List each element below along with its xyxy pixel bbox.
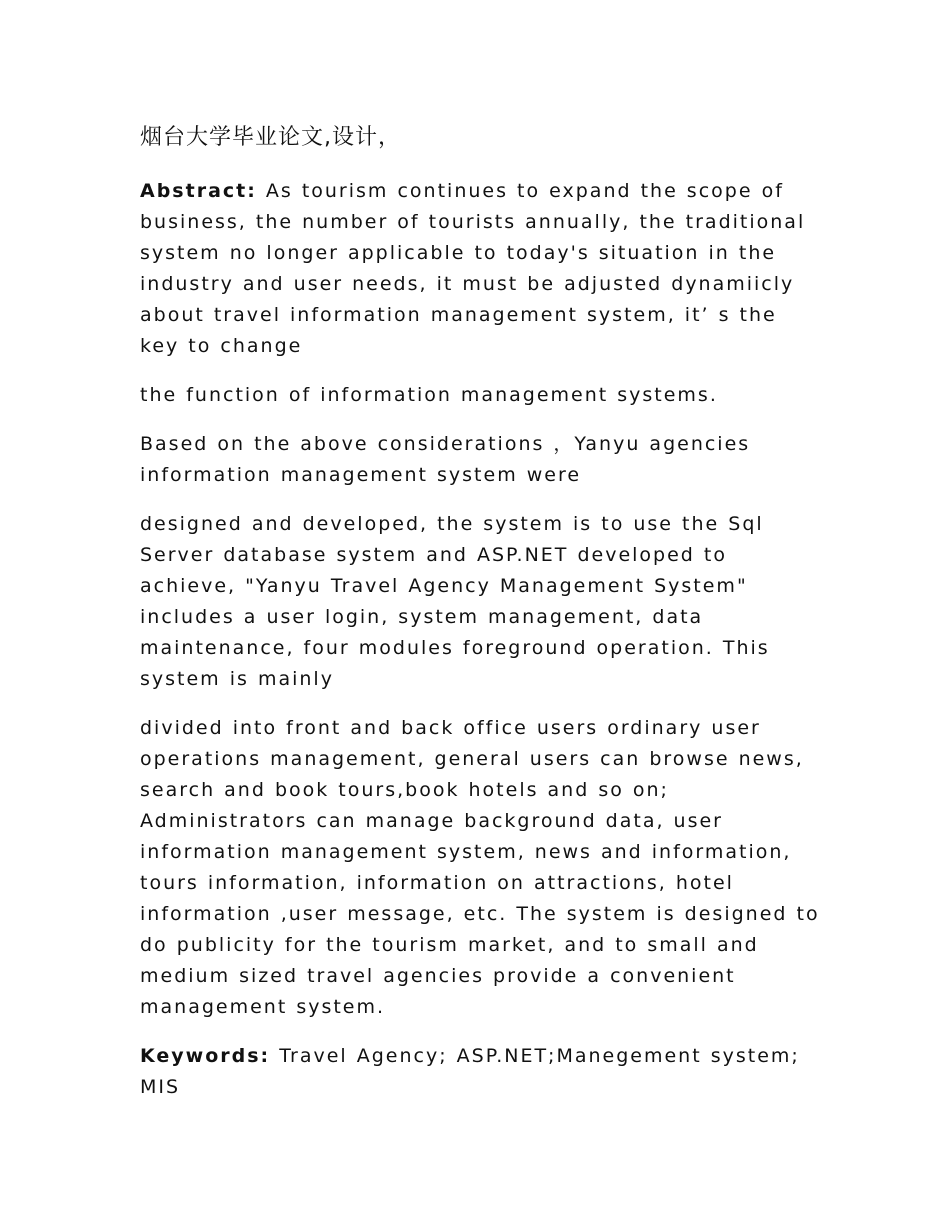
abstract-paragraph-2: the function of information management systems. xyxy=(140,384,718,406)
document-page xyxy=(140,118,820,1121)
abstract-text: As tourism continues to expand the scope of business, the number of tourists annually, the traditional system no longer applicable to today's situation in the industry and user needs, it must be adjusted dynamiicly about travel information management system, it’ s the key to change xyxy=(140,180,806,357)
abstract-paragraph-3: Based on the above considerations ，Yanyu agencies information management system were xyxy=(140,433,751,486)
keywords-text: Travel Agency; ASP.NET;Manegement system; MIS xyxy=(140,1045,800,1098)
keywords-paragraph xyxy=(140,1041,820,1103)
abstract-label: Abstract: xyxy=(140,180,257,202)
keywords-label: Keywords: xyxy=(140,1045,271,1067)
abstract-paragraph-4: designed and developed, the system is to use the Sql Server database system and ASP.NET developed to achieve, "Yanyu Travel Agency Management System" includes a user login, system management, data maintenance, four modules foreground operation. This system is mainly xyxy=(140,513,770,690)
document-title: 烟台大学毕业论文,设计， xyxy=(140,125,401,150)
abstract-paragraph xyxy=(140,176,820,362)
abstract-paragraph-5: divided into front and back office users ordinary user operations management, general users can browse news, search and book tours,book hotels and so on; Administrators can manage background data, user information management system, news and information, tours information, information on attractions, hotel information ,user message, etc. The system is designed to do publicity for the tourism market, and to small and medium sized travel agencies provide a convenient management system. xyxy=(140,717,820,1018)
